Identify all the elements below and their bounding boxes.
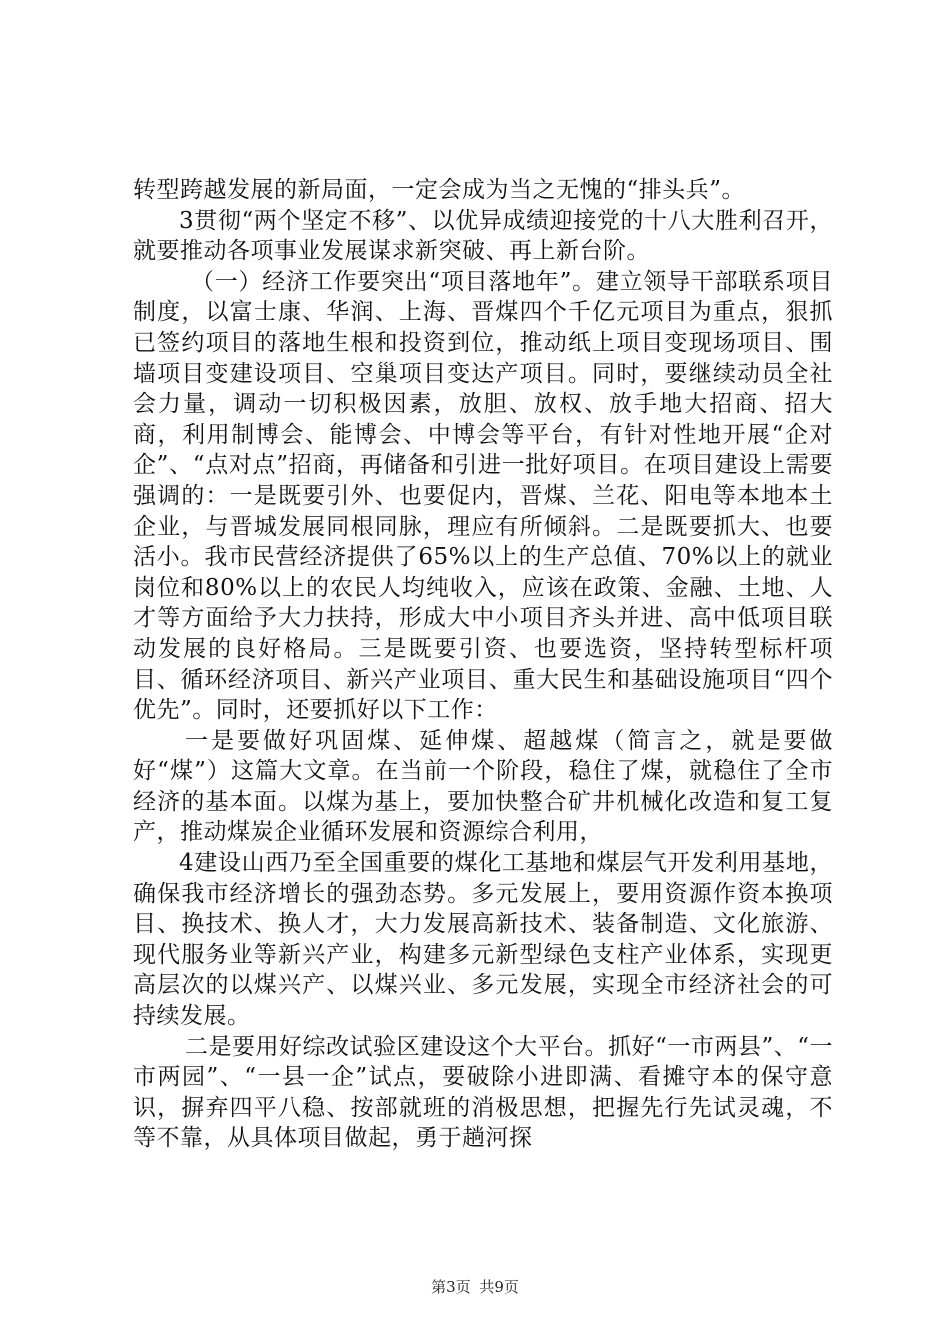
paragraph-2: 3贯彻“两个坚定不移”、以优异成绩迎接党的十八大胜利召开，就要推动各项事业发展谋求新突破、再上新台阶。 (133, 207, 833, 265)
page-footer (0, 1276, 950, 1297)
paragraph-6: 二是要用好综改试验区建设这个大平台。抓好“一市两县”、“一市两园”、“一县一企”试点，要破除小进即满、看摊守本的保守意识，摒弃四平八稳、按部就班的消极思想，把握先行先试灵魂，不等不靠，从具体项目做起，勇于趟河探 (133, 1033, 833, 1152)
document-body (133, 175, 833, 1154)
page-total: 共9页 (479, 1278, 519, 1296)
paragraph-3: （一）经济工作要突出“项目落地年”。建立领导干部联系项目制度，以富士康、华润、上海、晋煤四个千亿元项目为重点，狠抓已签约项目的落地生根和投资到位，推动纸上项目变现场项目、围墙项目变建设项目、空巢项目变达产项目。同时，要继续动员全社会力量，调动一切积极因素，放胆、放权、放手地大招商、招大商，利用制博会、能博会、中博会等平台，有针对性地开展“企对企”、“点对点”招商，再储备和引进一批好项目。在项目建设上需要强调的：一是既要引外、也要促内，晋煤、兰花、阳电等本地本土企业，与晋城发展同根同脉，理应有所倾斜。二是既要抓大、也要活小。我市民营经济提供了65%以上的生产总值、70%以上的就业岗位和80%以上的农民人均纯收入，应该在政策、金融、土地、人才等方面给予大力扶持，形成大中小项目齐头并进、高中低项目联动发展的良好格局。三是既要引资、也要选资，坚持转型标杆项目、循环经济项目、新兴产业项目、重大民生和基础设施项目“四个优先”。同时，还要抓好以下工作： (133, 268, 833, 724)
paragraph-1: 转型跨越发展的新局面，一定会成为当之无愧的“排头兵”。 (133, 177, 746, 203)
paragraph-4: 一是要做好巩固煤、延伸煤、超越煤（简言之，就是要做好“煤”）这篇大文章。在当前一个阶段，稳住了煤，就稳住了全市经济的基本面。以煤为基上，要加快整合矿井机械化改造和复工复产，推动煤炭企业循环发展和资源综合利用， (133, 727, 833, 846)
page-number: 第3页 (431, 1278, 471, 1296)
paragraph-5: 4建设山西乃至全国重要的煤化工基地和煤层气开发利用基地，确保我市经济增长的强劲态势。多元发展上，要用资源作资本换项目、换技术、换人才，大力发展高新技术、装备制造、文化旅游、现代服务业等新兴产业，构建多元新型绿色支柱产业体系，实现更高层次的以煤兴产、以煤兴业、多元发展，实现全市经济社会的可持续发展。 (133, 850, 833, 1030)
